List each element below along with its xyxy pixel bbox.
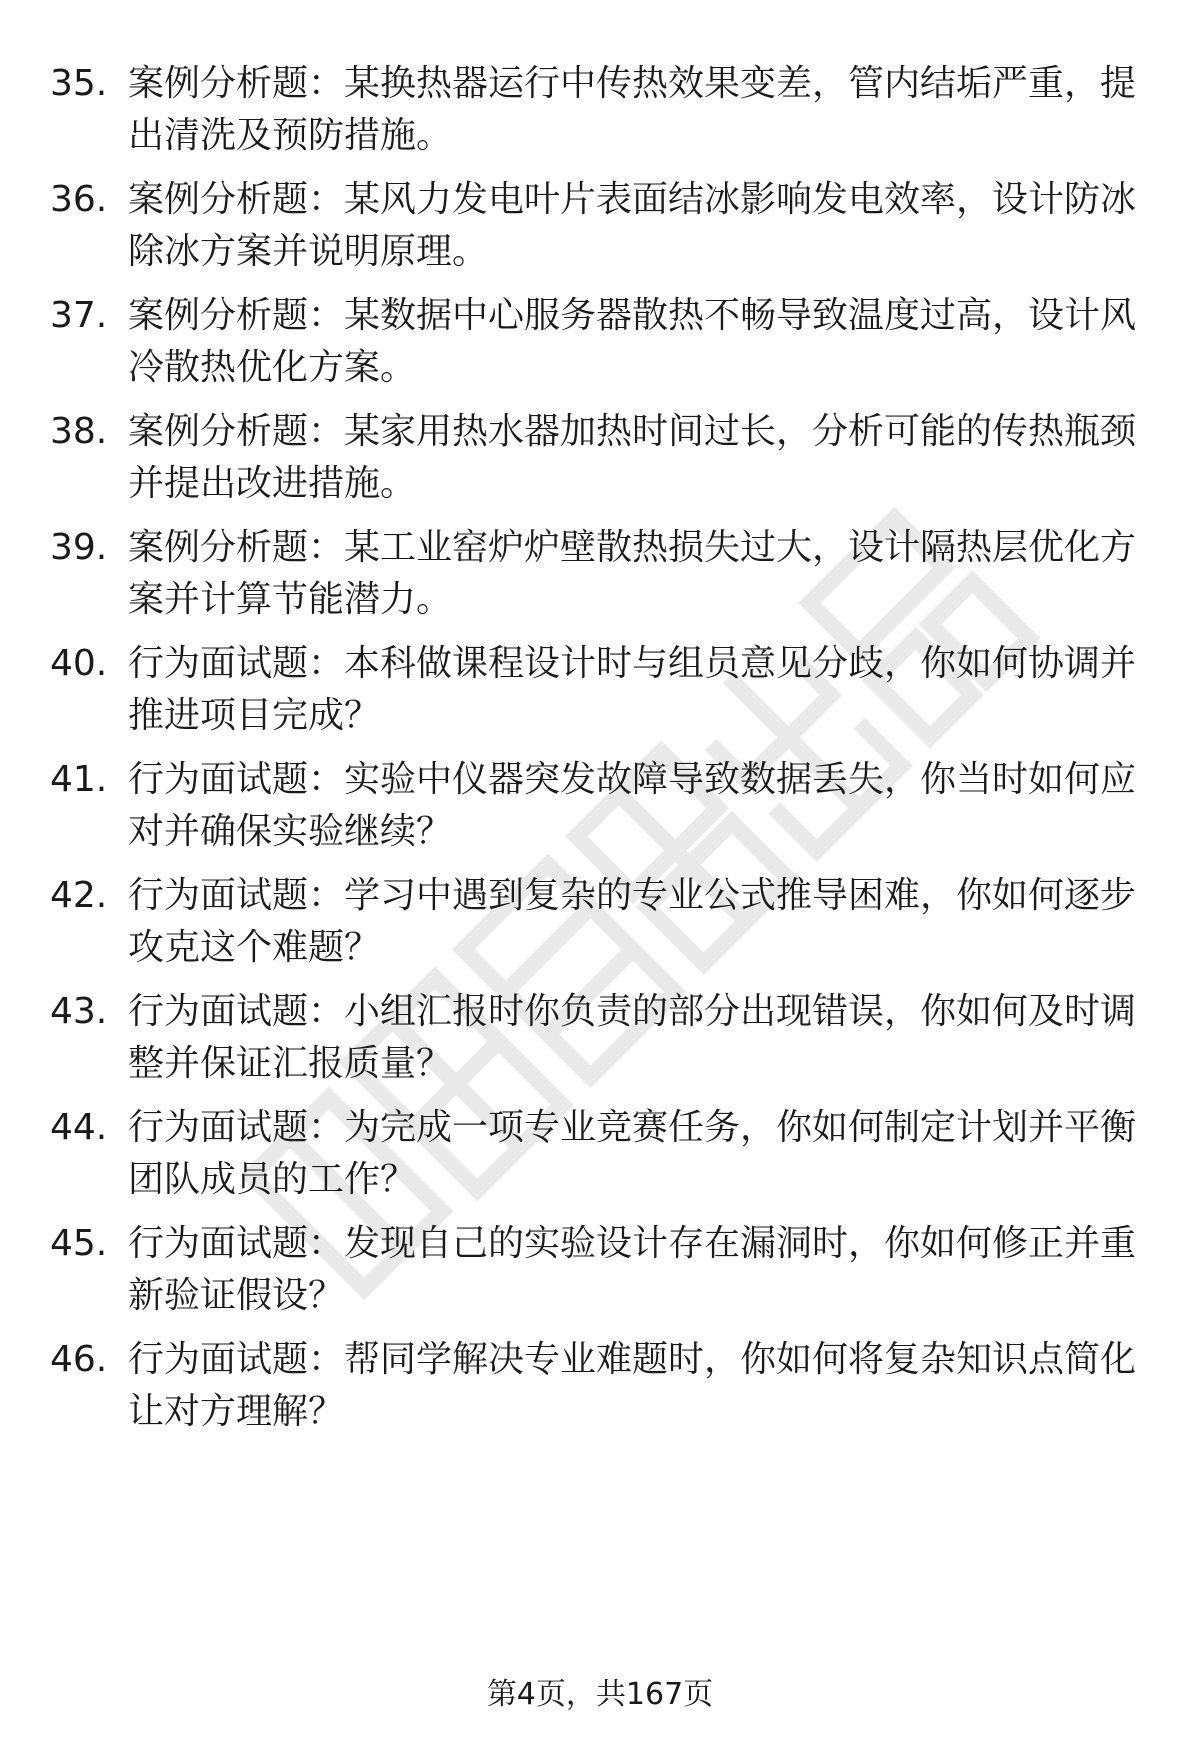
question-text: 行为面试题：学习中遇到复杂的专业公式推导困难，你如何逐步攻克这个难题？ — [128, 875, 1137, 968]
question-text: 行为面试题：帮同学解决专业难题时，你如何将复杂知识点简化让对方理解？ — [128, 1339, 1137, 1432]
question-number: 36. — [50, 179, 108, 220]
question-text: 行为面试题：为完成一项专业竞赛任务，你如何制定计划并平衡团队成员的工作？ — [128, 1107, 1137, 1200]
question-text: 行为面试题：本科做课程设计时与组员意见分歧，你如何协调并推进项目完成？ — [128, 643, 1137, 736]
question-number: 41. — [50, 759, 108, 800]
question-text: 案例分析题：某数据中心服务器散热不畅导致温度过高，设计风冷散热优化方案。 — [128, 295, 1137, 388]
question-number: 44. — [50, 1107, 108, 1148]
question-text: 行为面试题：小组汇报时你负责的部分出现错误，你如何及时调整并保证汇报质量？ — [128, 991, 1137, 1084]
question-text: 案例分析题：某换热器运行中传热效果变差，管内结垢严重，提出清洗及预防措施。 — [128, 63, 1137, 156]
question-text: 案例分析题：某工业窑炉炉壁散热损失过大，设计隔热层优化方案并计算节能潜力。 — [128, 527, 1137, 620]
page-footer: 第4页，共167页 — [486, 1677, 714, 1712]
question-number: 38. — [50, 411, 108, 452]
question-number: 46. — [50, 1339, 108, 1380]
question-number: 42. — [50, 875, 108, 916]
question-number: 39. — [50, 527, 108, 568]
question-number: 37. — [50, 295, 108, 336]
question-text: 行为面试题：发现自己的实验设计存在漏洞时，你如何修正并重新验证假设？ — [128, 1223, 1137, 1316]
question-number: 45. — [50, 1223, 108, 1264]
question-number: 35. — [50, 63, 108, 104]
question-text: 行为面试题：实验中仪器突发故障导致数据丢失，你当时如何应对并确保实验继续？ — [128, 759, 1137, 852]
question-text: 案例分析题：某风力发电叶片表面结冰影响发电效率，设计防冰除冰方案并说明原理。 — [128, 179, 1137, 272]
question-text: 案例分析题：某家用热水器加热时间过长，分析可能的传热瓶颈并提出改进措施。 — [128, 411, 1137, 504]
question-number: 43. — [50, 991, 108, 1032]
question-number: 40. — [50, 643, 108, 684]
